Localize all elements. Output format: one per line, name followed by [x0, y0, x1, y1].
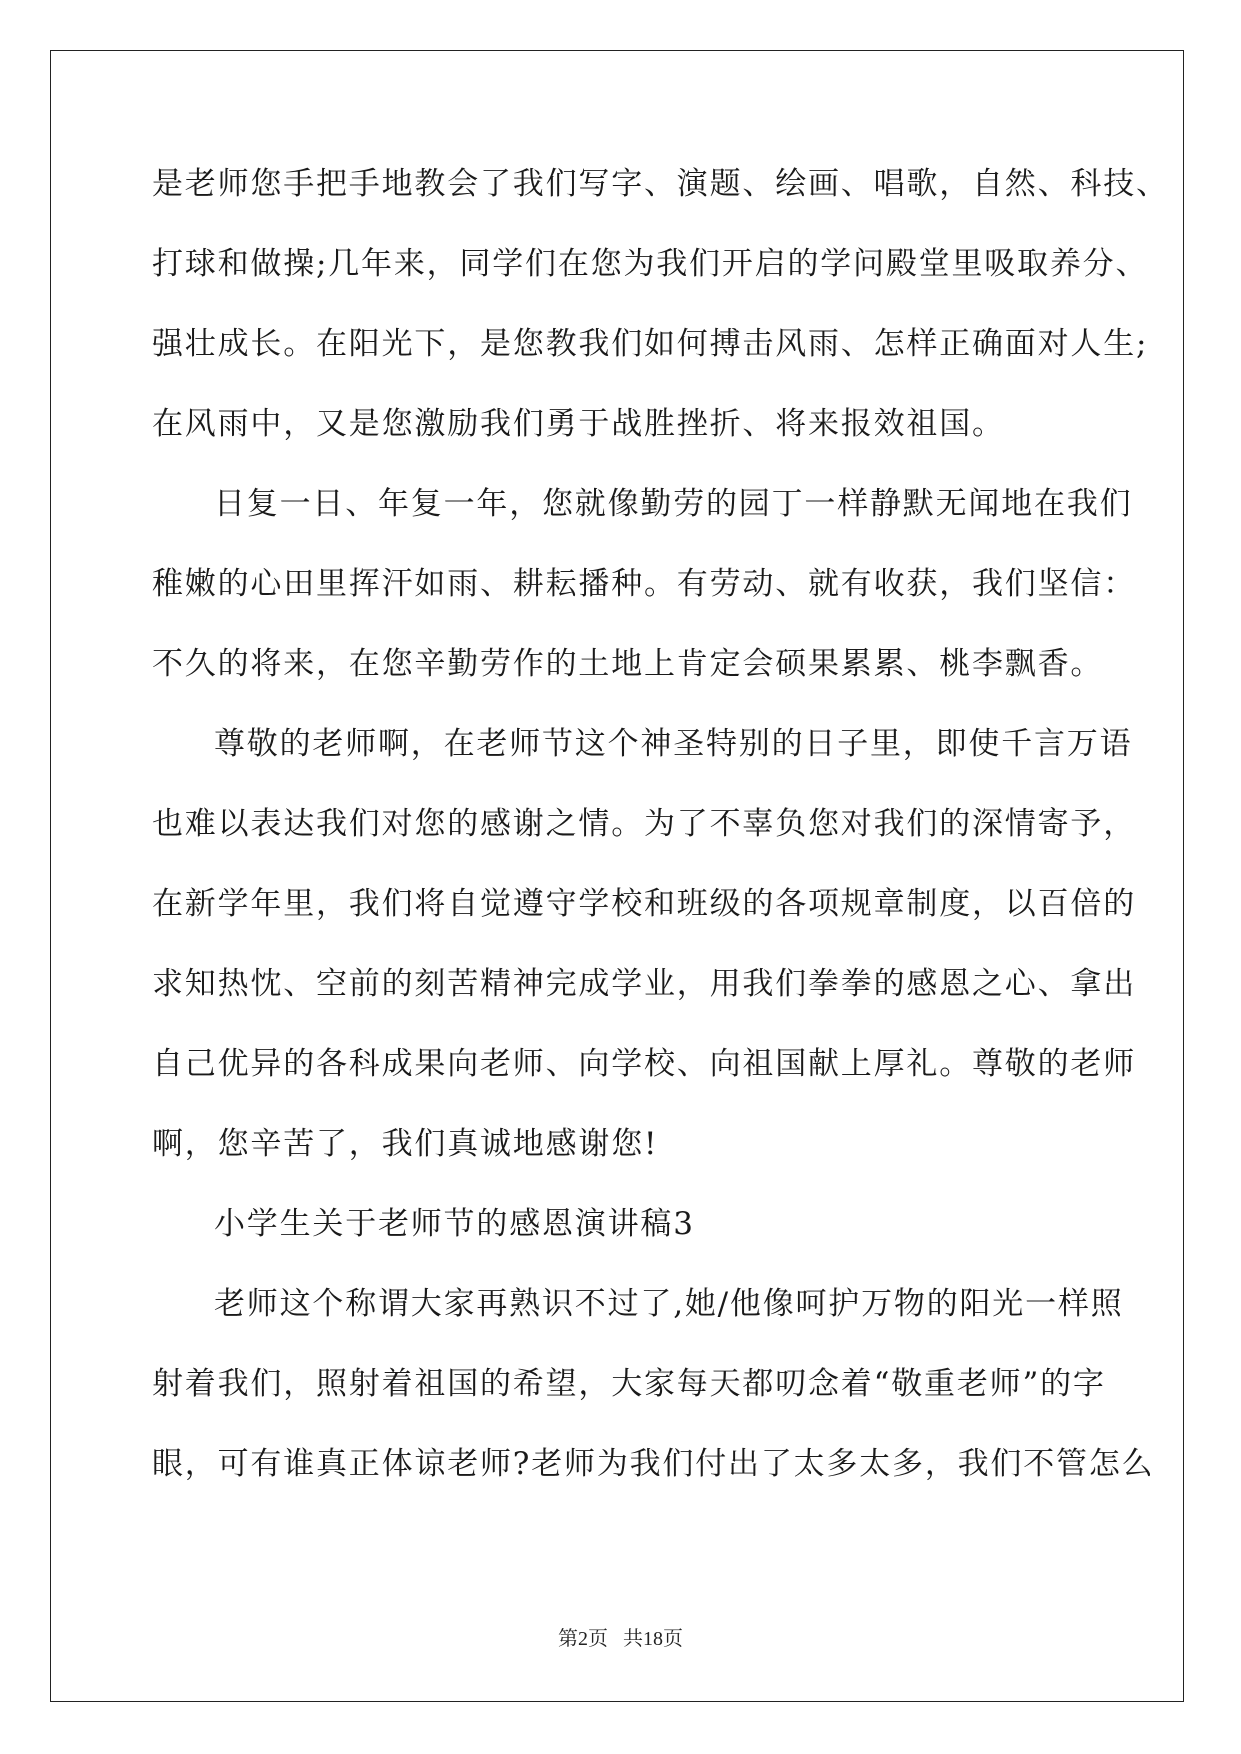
- text-line: 也难以表达我们对您的感谢之情。为了不辜负您对我们的深情寄予，: [152, 806, 1136, 842]
- text-line: 不久的将来，在您辛勤劳作的土地上肯定会硕果累累、桃李飘香。: [152, 646, 1104, 682]
- text-line: 稚嫩的心田里挥汗如雨、耕耘播种。有劳动、就有收获，我们坚信：: [152, 566, 1136, 602]
- text-line: 求知热忱、空前的刻苦精神完成学业，用我们拳拳的感恩之心、拿出: [152, 966, 1136, 1002]
- text-line: 在风雨中，又是您激励我们勇于战胜挫折、将来报效祖国。: [152, 406, 1005, 442]
- text-line: 自己优异的各科成果向老师、向学校、向祖国献上厚礼。尊敬的老师: [152, 1046, 1136, 1082]
- text-line: 射着我们，照射着祖国的希望，大家每天都叨念着“敬重老师”的字: [152, 1366, 1106, 1402]
- text-line: 啊，您辛苦了，我们真诚地感谢您!: [152, 1126, 659, 1162]
- text-line: 打球和做操;几年来，同学们在您为我们开启的学问殿堂里吸取养分、: [152, 246, 1149, 282]
- document-body: [152, 162, 1169, 1522]
- text-line: 尊敬的老师啊，在老师节这个神圣特别的日子里，即使千言万语: [214, 726, 1133, 762]
- text-line: 日复一日、年复一年，您就像勤劳的园丁一样静默无闻地在我们: [214, 486, 1133, 522]
- text-line: 眼，可有谁真正体谅老师?老师为我们付出了太多太多，我们不管怎么: [152, 1446, 1155, 1482]
- text-line: 老师这个称谓大家再熟识不过了,她/他像呵护万物的阳光一样照: [214, 1286, 1124, 1322]
- section-heading: 小学生关于老师节的感恩演讲稿3: [214, 1206, 695, 1242]
- text-line: 是老师您手把手地教会了我们写字、演题、绘画、唱歌，自然、科技、: [152, 166, 1169, 202]
- text-line: 在新学年里，我们将自觉遵守学校和班级的各项规章制度，以百倍的: [152, 886, 1136, 922]
- text-line: 强壮成长。在阳光下，是您教我们如何搏击风雨、怎样正确面对人生;: [152, 326, 1149, 362]
- page-number-footer: 第2页 共18页: [558, 1628, 683, 1650]
